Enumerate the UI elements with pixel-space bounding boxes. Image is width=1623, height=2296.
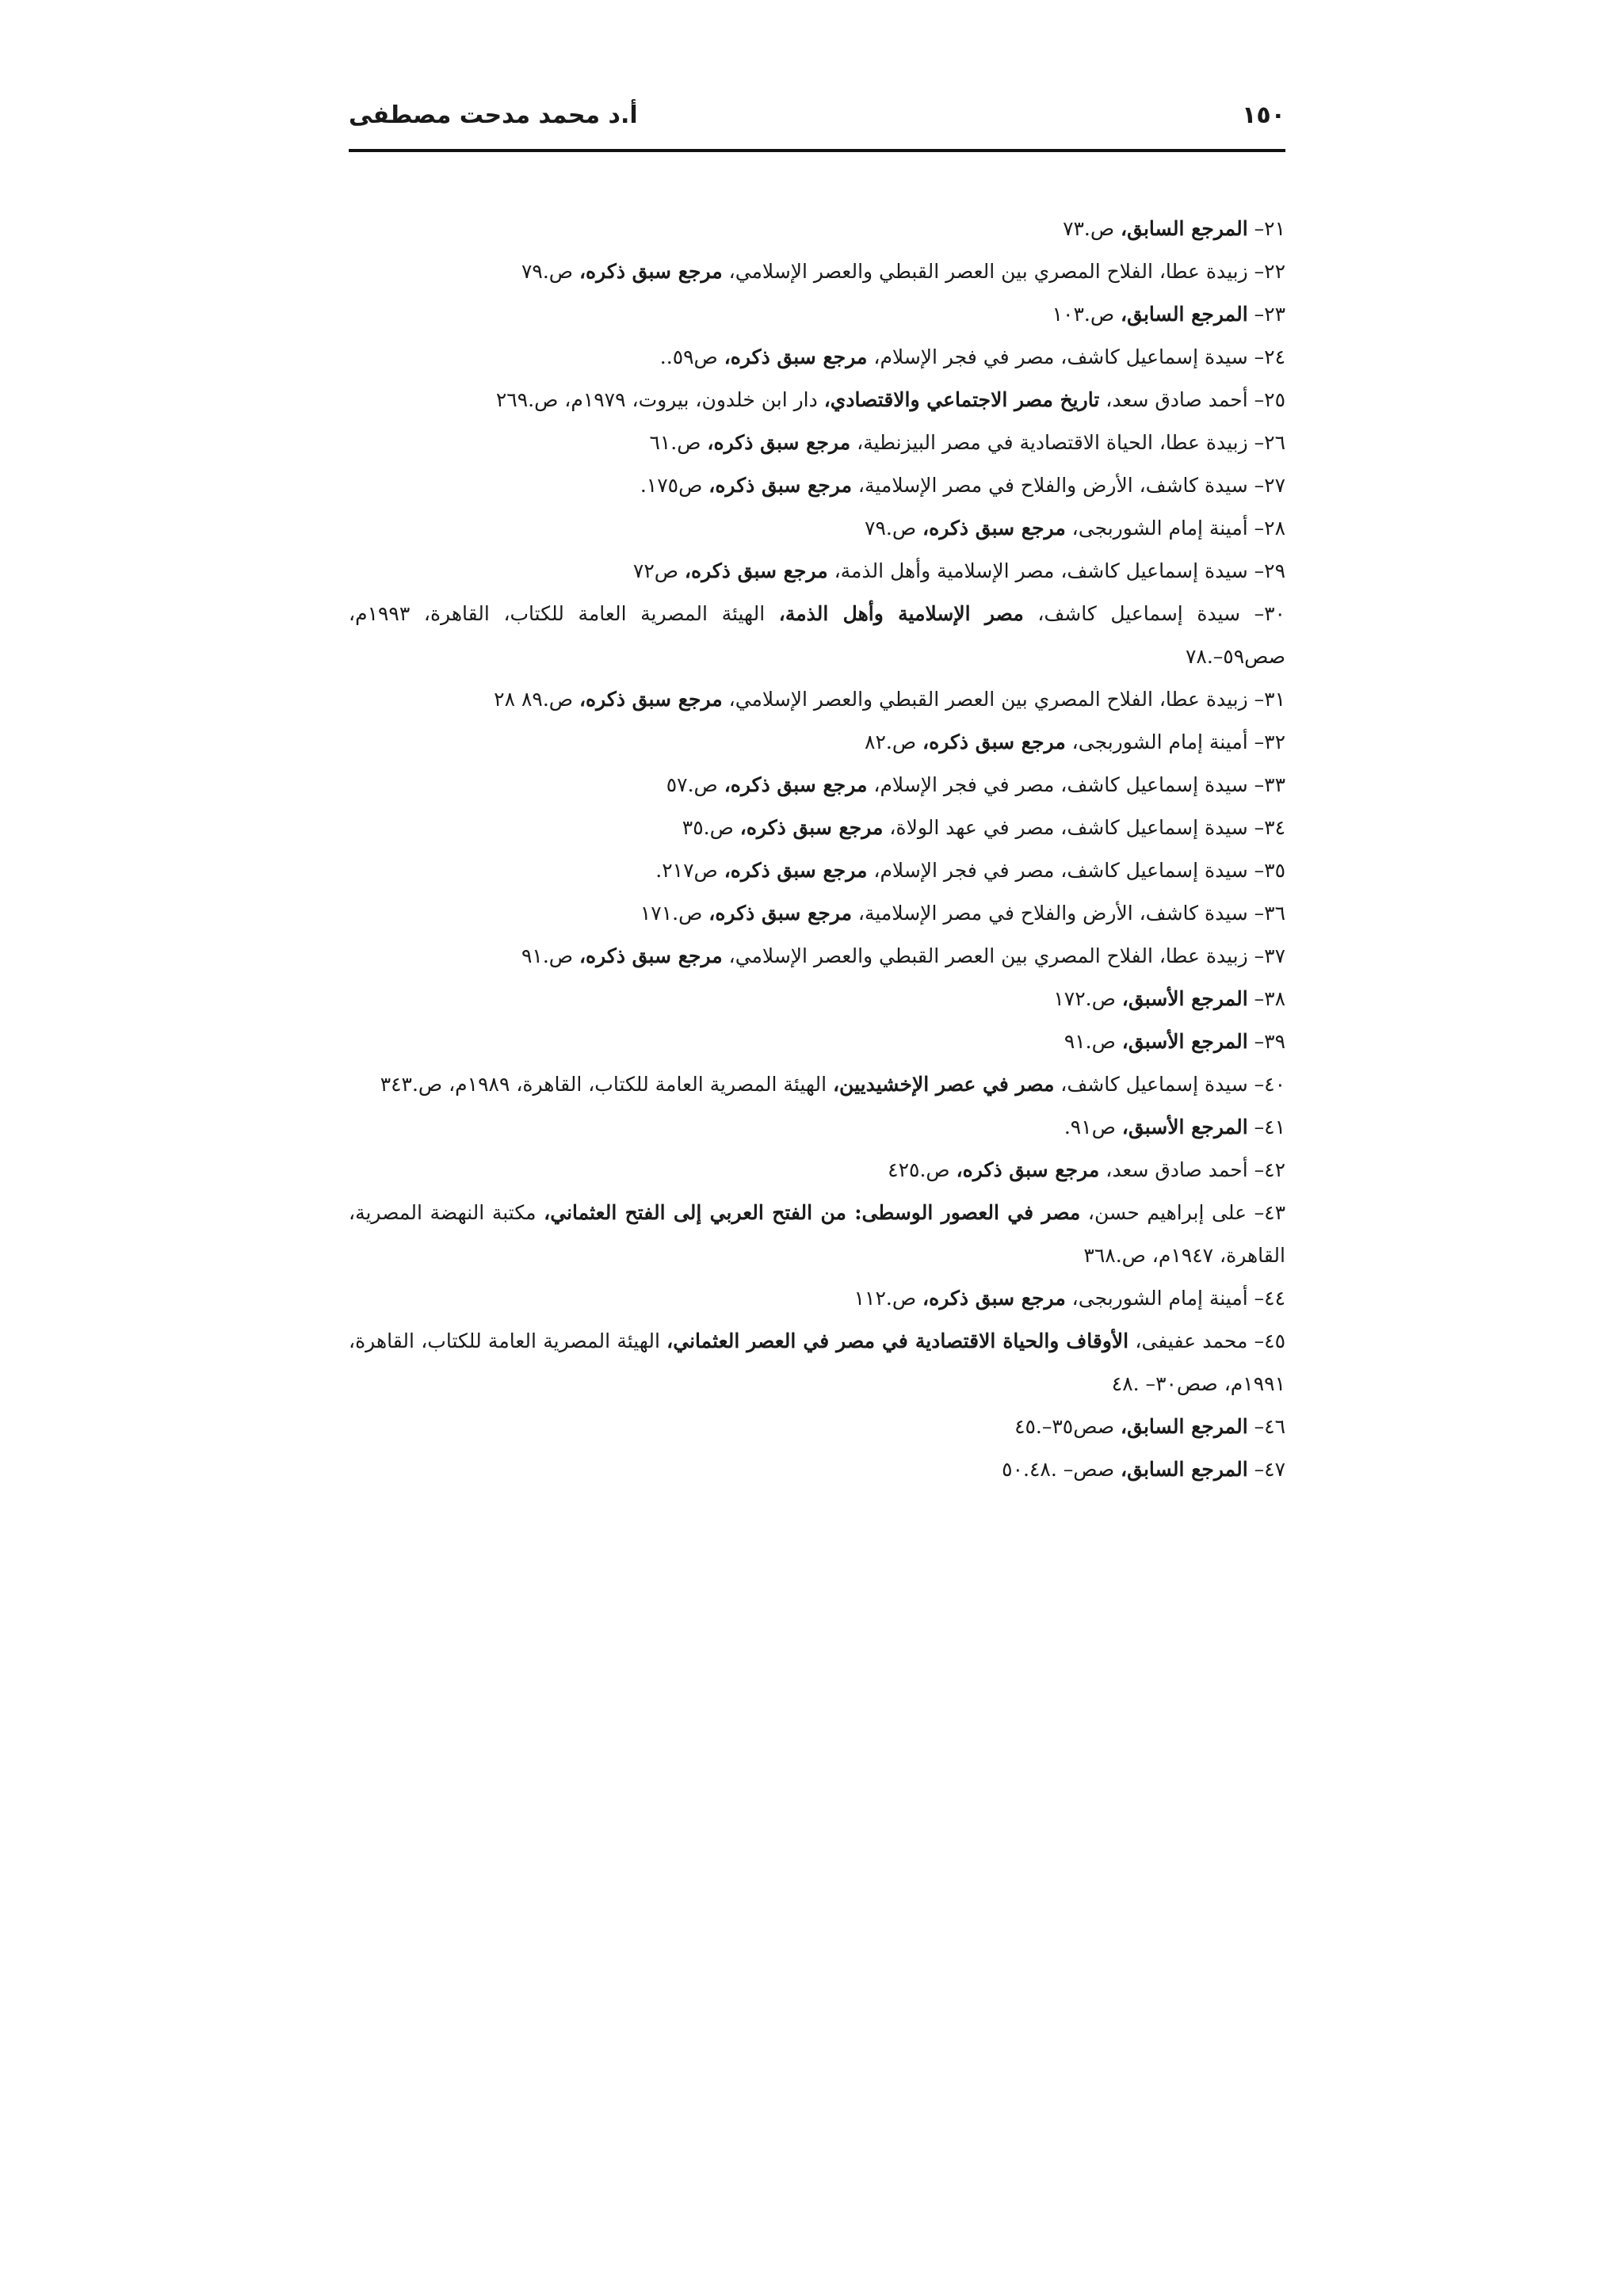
footnote-text: ٣١– زبيدة عطا، الفلاح المصري بين العصر القبطي والعصر الإسلامي، <box>722 688 1285 711</box>
footnote-bold-text: المرجع الأسبق، <box>1121 1116 1248 1138</box>
footnote-bold-text: مرجع سبق ذكره، <box>724 345 868 368</box>
footnote-bold-text: مصر في العصور الوسطى: من الفتح العربي إلى الفتح العثماني، <box>544 1201 1081 1224</box>
footnote-item <box>349 464 1285 507</box>
footnote-item <box>349 379 1285 421</box>
header-divider <box>349 149 1285 152</box>
footnote-item <box>349 336 1285 379</box>
author-name: أ.د محمد مدحت مصطفى <box>349 101 638 129</box>
footnote-bold-text: مرجع سبق ذكره، <box>707 431 851 454</box>
footnote-text: ص.١٧٢ <box>1053 987 1122 1010</box>
footnote-bold-text: مصر في عصر الإخشيديين، <box>832 1073 1055 1096</box>
footnote-text: ص٢١٧. <box>655 859 724 882</box>
page-number: ١٥٠ <box>1242 101 1285 129</box>
footnote-bold-text: مرجع سبق ذكره، <box>579 688 723 711</box>
footnote-text: دار ابن خلدون، بيروت، ١٩٧٩م، ص.٢٦٩ <box>495 388 824 411</box>
footnote-item <box>349 250 1285 293</box>
footnote-text: ٤١– <box>1247 1116 1285 1138</box>
footnote-text: ص.٩١ <box>521 944 579 967</box>
footnote-text: ص٩١. <box>1064 1116 1122 1138</box>
footnote-text: ٤٢– أحمد صادق سعد، <box>1099 1158 1285 1181</box>
footnote-text: ٣٧– زبيدة عطا، الفلاح المصري بين العصر القبطي والعصر الإسلامي، <box>722 944 1285 967</box>
footnote-item <box>349 892 1285 935</box>
footnote-bold-text: تاريخ مصر الاجتماعي والاقتصادي، <box>823 388 1100 411</box>
footnote-text: ص.١١٢ <box>854 1287 923 1310</box>
footnote-bold-text: المرجع الأسبق، <box>1121 987 1248 1010</box>
page-header <box>349 101 1285 146</box>
footnote-bold-text: مرجع سبق ذكره، <box>684 559 828 582</box>
footnote-bold-text: مرجع سبق ذكره، <box>956 1158 1100 1181</box>
footnote-bold-text: المرجع السابق، <box>1121 1415 1248 1438</box>
footnote-item <box>349 507 1285 550</box>
footnote-item <box>349 593 1285 678</box>
footnote-bold-text: مرجع سبق ذكره، <box>922 517 1066 540</box>
footnote-bold-text: المرجع السابق، <box>1121 303 1248 326</box>
footnote-text: ص.٤٢٥ <box>888 1158 957 1181</box>
footnote-text: ٣٤– سيدة إسماعيل كاشف، مصر في عهد الولاة، <box>883 816 1285 839</box>
footnote-text: ص.٧٣ <box>1063 217 1121 240</box>
footnote-text: ٤٠– سيدة إسماعيل كاشف، <box>1054 1073 1285 1096</box>
footnote-text: ٤٤– أمينة إمام الشوربجى، <box>1065 1287 1285 1310</box>
footnote-bold-text: مرجع سبق ذكره، <box>708 474 852 497</box>
footnote-text: ص.٣٥ <box>682 816 740 839</box>
footnote-text: ص٧٢ <box>632 559 685 582</box>
footnote-item <box>349 1106 1285 1149</box>
footnote-bold-text: المرجع السابق، <box>1121 217 1248 240</box>
footnote-item <box>349 721 1285 764</box>
footnote-bold-text: مرجع سبق ذكره، <box>922 730 1066 753</box>
footnote-text: ٣٦– سيدة كاشف، الأرض والفلاح في مصر الإسلامية، <box>851 902 1285 925</box>
footnote-text: ص.٨٢ <box>865 730 923 753</box>
footnote-bold-text: مرجع سبق ذكره، <box>708 902 852 925</box>
footnote-text: ٣٣– سيدة إسماعيل كاشف، مصر في فجر الإسلام، <box>867 773 1285 796</box>
footnote-text: ص.٦١ <box>649 431 708 454</box>
footnote-bold-text: المرجع السابق، <box>1121 1458 1248 1481</box>
footnote-text: ٣٠– سيدة إسماعيل كاشف، <box>1023 602 1285 625</box>
footnote-item <box>349 421 1285 464</box>
footnote-text: ٣٥– سيدة إسماعيل كاشف، مصر في فجر الإسلام، <box>867 859 1285 882</box>
footnote-bold-text: مصر الإسلامية وأهل الذمة، <box>778 602 1024 625</box>
footnote-text: صص٣٥–.٤٥ <box>1014 1415 1121 1438</box>
footnote-item <box>349 807 1285 849</box>
footnote-text: ص.١٧١ <box>640 902 709 925</box>
footnote-bold-text: الأوقاف والحياة الاقتصادية في مصر في العصر العثماني، <box>666 1329 1129 1352</box>
footnote-bold-text: المرجع الأسبق، <box>1121 1030 1248 1053</box>
footnote-text: ص.٧٩ <box>521 260 579 283</box>
footnote-item <box>349 678 1285 721</box>
footnote-text: ٤٧– <box>1247 1458 1285 1481</box>
footnote-item <box>349 1405 1285 1448</box>
footnote-text: ٢٦– زبيدة عطا، الحياة الاقتصادية في مصر البيزنطية، <box>850 431 1285 454</box>
footnote-bold-text: مرجع سبق ذكره، <box>579 260 723 283</box>
footnote-text: ٢١– <box>1247 217 1285 240</box>
footnote-text: ٢٤– سيدة إسماعيل كاشف، مصر في فجر الإسلام، <box>867 345 1285 368</box>
footnote-bold-text: مرجع سبق ذكره، <box>724 859 868 882</box>
footnote-text: ٢٢– زبيدة عطا، الفلاح المصري بين العصر القبطي والعصر الإسلامي، <box>722 260 1285 283</box>
footnote-item <box>349 208 1285 250</box>
footnote-text: مكتبة النهضة المصرية، القاهرة، ١٩٤٧م، ص.٣٦٨ <box>349 1201 1285 1267</box>
footnote-text: ٤٥– محمد عفيفى، <box>1128 1329 1285 1352</box>
footnote-item <box>349 1192 1285 1277</box>
footnote-text: الهيئة المصرية العامة للكتاب، القاهرة، ١٩٨٩م، ص.٣٤٣ <box>380 1073 833 1096</box>
footnote-text: ٣٩– <box>1247 1030 1285 1053</box>
footnote-item <box>349 1320 1285 1405</box>
footnote-item <box>349 550 1285 593</box>
footnote-text: ص.٨٩ ٢٨ <box>494 688 579 711</box>
footnote-text: ص١٧٥. <box>640 474 709 497</box>
footnote-item <box>349 1063 1285 1106</box>
footnote-text: ص.٩١ <box>1064 1030 1122 1053</box>
footnote-text: ٢٥– أحمد صادق سعد، <box>1099 388 1285 411</box>
footnote-text: ٢٨– أمينة إمام الشوربجى، <box>1065 517 1285 540</box>
footnote-bold-text: مرجع سبق ذكره، <box>579 944 723 967</box>
footnote-bold-text: مرجع سبق ذكره، <box>724 773 868 796</box>
footnote-item <box>349 764 1285 807</box>
footnote-text: ص.١٠٣ <box>1052 303 1121 326</box>
footnote-text: الهيئة المصرية العامة للكتاب، القاهرة، ١٩٩٣م، صص٥٩–.٧٨ <box>349 602 1285 668</box>
footnote-text: ص.٥٧ <box>666 773 724 796</box>
footnote-text: ٤٦– <box>1247 1415 1285 1438</box>
footnote-text: ٢٩– سيدة إسماعيل كاشف، مصر الإسلامية وأهل الذمة، <box>827 559 1285 582</box>
footnote-text: ٣٨– <box>1247 987 1285 1010</box>
footnote-item <box>349 1448 1285 1491</box>
footnote-text: ٢٣– <box>1247 303 1285 326</box>
footnote-text: ٤٣– على إبراهيم حسن، <box>1080 1201 1285 1224</box>
footnote-text: ٣٢– أمينة إمام الشوربجى، <box>1065 730 1285 753</box>
footnote-item <box>349 293 1285 336</box>
footnote-text: صص– .٥٠.٤٨ <box>1002 1458 1121 1481</box>
footnote-bold-text: مرجع سبق ذكره، <box>922 1287 1066 1310</box>
footnote-item <box>349 978 1285 1020</box>
footnote-item <box>349 935 1285 978</box>
footnote-text: ص٥٩.. <box>659 345 724 368</box>
footnote-bold-text: مرجع سبق ذكره، <box>739 816 884 839</box>
footnote-text: الهيئة المصرية العامة للكتاب، القاهرة، ١٩٩١م، صص٣٠– .٤٨ <box>349 1329 1285 1395</box>
footnotes-list <box>349 208 1285 1491</box>
footnote-item <box>349 1149 1285 1192</box>
footnote-item <box>349 1277 1285 1320</box>
footnote-item <box>349 849 1285 892</box>
footnote-item <box>349 1020 1285 1063</box>
footnote-text: ص.٧٩ <box>865 517 923 540</box>
footnote-text: ٢٧– سيدة كاشف، الأرض والفلاح في مصر الإسلامية، <box>851 474 1285 497</box>
